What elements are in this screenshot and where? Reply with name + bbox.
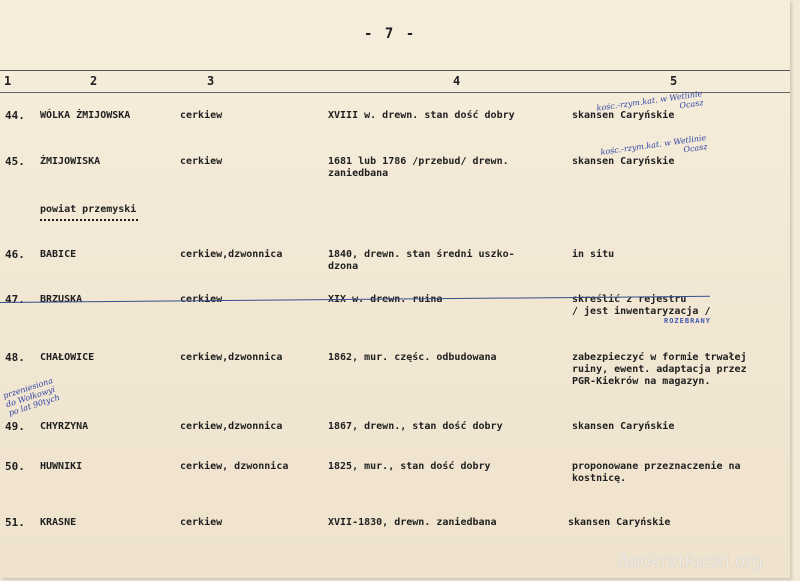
row-description: 1840, drewn. stan średni uszko- dzona bbox=[328, 249, 515, 272]
handwritten-note: kośc.-rzym.kat. w Wetlinie Ocasz bbox=[600, 133, 709, 157]
row-description: 1681 lub 1786 /przebud/ drewn. zaniedbana bbox=[328, 156, 509, 179]
row-notes: skreślić z rejestru / jest inwentaryzacja / bbox=[572, 294, 711, 317]
district-heading: powiat przemyski bbox=[40, 204, 137, 215]
row-place: BRZUSKA bbox=[40, 294, 83, 305]
column-number-1: 1 bbox=[4, 74, 12, 88]
row-place: CHAŁOWICE bbox=[40, 352, 95, 363]
row-description: XIX w. drewn. ruina bbox=[328, 294, 443, 305]
row-description: 1867, drewn., stan dość dobry bbox=[328, 421, 503, 432]
row-object: cerkiew,dzwonnica bbox=[180, 421, 283, 432]
district-underline bbox=[40, 219, 138, 221]
row-number: 51. bbox=[5, 516, 25, 529]
row-description: 1825, mur., stan dość dobry bbox=[328, 461, 491, 472]
row-number: 46. bbox=[5, 248, 25, 261]
row-number: 47. bbox=[5, 293, 25, 306]
handwritten-note: przeniesiona do Wołkowyi po lat 90tych bbox=[2, 376, 61, 418]
row-object: cerkiew,dzwonnica bbox=[180, 352, 283, 363]
row-notes: in situ bbox=[572, 249, 615, 260]
header-rule bbox=[0, 70, 790, 71]
row-place: WÓLKA ŻMIJOWSKA bbox=[40, 110, 131, 121]
column-number-3: 3 bbox=[207, 74, 215, 88]
row-object: cerkiew,dzwonnica bbox=[180, 249, 283, 260]
row-place: HUWNIKI bbox=[40, 461, 83, 472]
row-notes: zabezpieczyć w formie trwałej ruiny, ewent. adaptacja przez PGR-Kiekrów na magazyn. bbox=[572, 352, 747, 387]
handwritten-stamp: ROZEBRANY bbox=[664, 317, 711, 325]
row-description: 1862, mur. częśc. odbudowana bbox=[328, 352, 497, 363]
row-description: XVII-1830, drewn. zaniedbana bbox=[328, 517, 497, 528]
handwritten-note: kośc.-rzym.kat. w Wetlinie Ocasz bbox=[596, 89, 705, 113]
row-number: 45. bbox=[5, 155, 25, 168]
column-number-5: 5 bbox=[670, 74, 678, 88]
row-object: cerkiew, dzwonnica bbox=[180, 461, 289, 472]
watermark: ApokrytRuski.org bbox=[618, 552, 763, 572]
row-place: CHYRZYNA bbox=[40, 421, 89, 432]
row-notes: proponowane przeznaczenie na kostnicę. bbox=[572, 461, 741, 484]
row-notes: skansen Caryńskie bbox=[572, 421, 675, 432]
row-object: cerkiew bbox=[180, 110, 223, 121]
column-number-2: 2 bbox=[90, 74, 98, 88]
row-number: 50. bbox=[5, 460, 25, 473]
row-number: 48. bbox=[5, 351, 25, 364]
row-number: 44. bbox=[5, 109, 25, 122]
column-number-4: 4 bbox=[453, 74, 461, 88]
row-object: cerkiew bbox=[180, 517, 223, 528]
row-notes: skansen Caryńskie bbox=[572, 156, 675, 167]
page-number: - 7 - bbox=[364, 26, 417, 42]
row-description: XVIII w. drewn. stan dość dobry bbox=[328, 110, 515, 121]
row-notes: skansen Caryńskie bbox=[568, 517, 671, 528]
row-number: 49. bbox=[5, 420, 25, 433]
row-place: ŻMIJOWISKA bbox=[40, 156, 101, 167]
row-object: cerkiew bbox=[180, 294, 223, 305]
row-place: BABICE bbox=[40, 249, 77, 260]
row-notes: skansen Caryńskie bbox=[572, 110, 675, 121]
row-place: KRASNE bbox=[40, 517, 77, 528]
row-object: cerkiew bbox=[180, 156, 223, 167]
